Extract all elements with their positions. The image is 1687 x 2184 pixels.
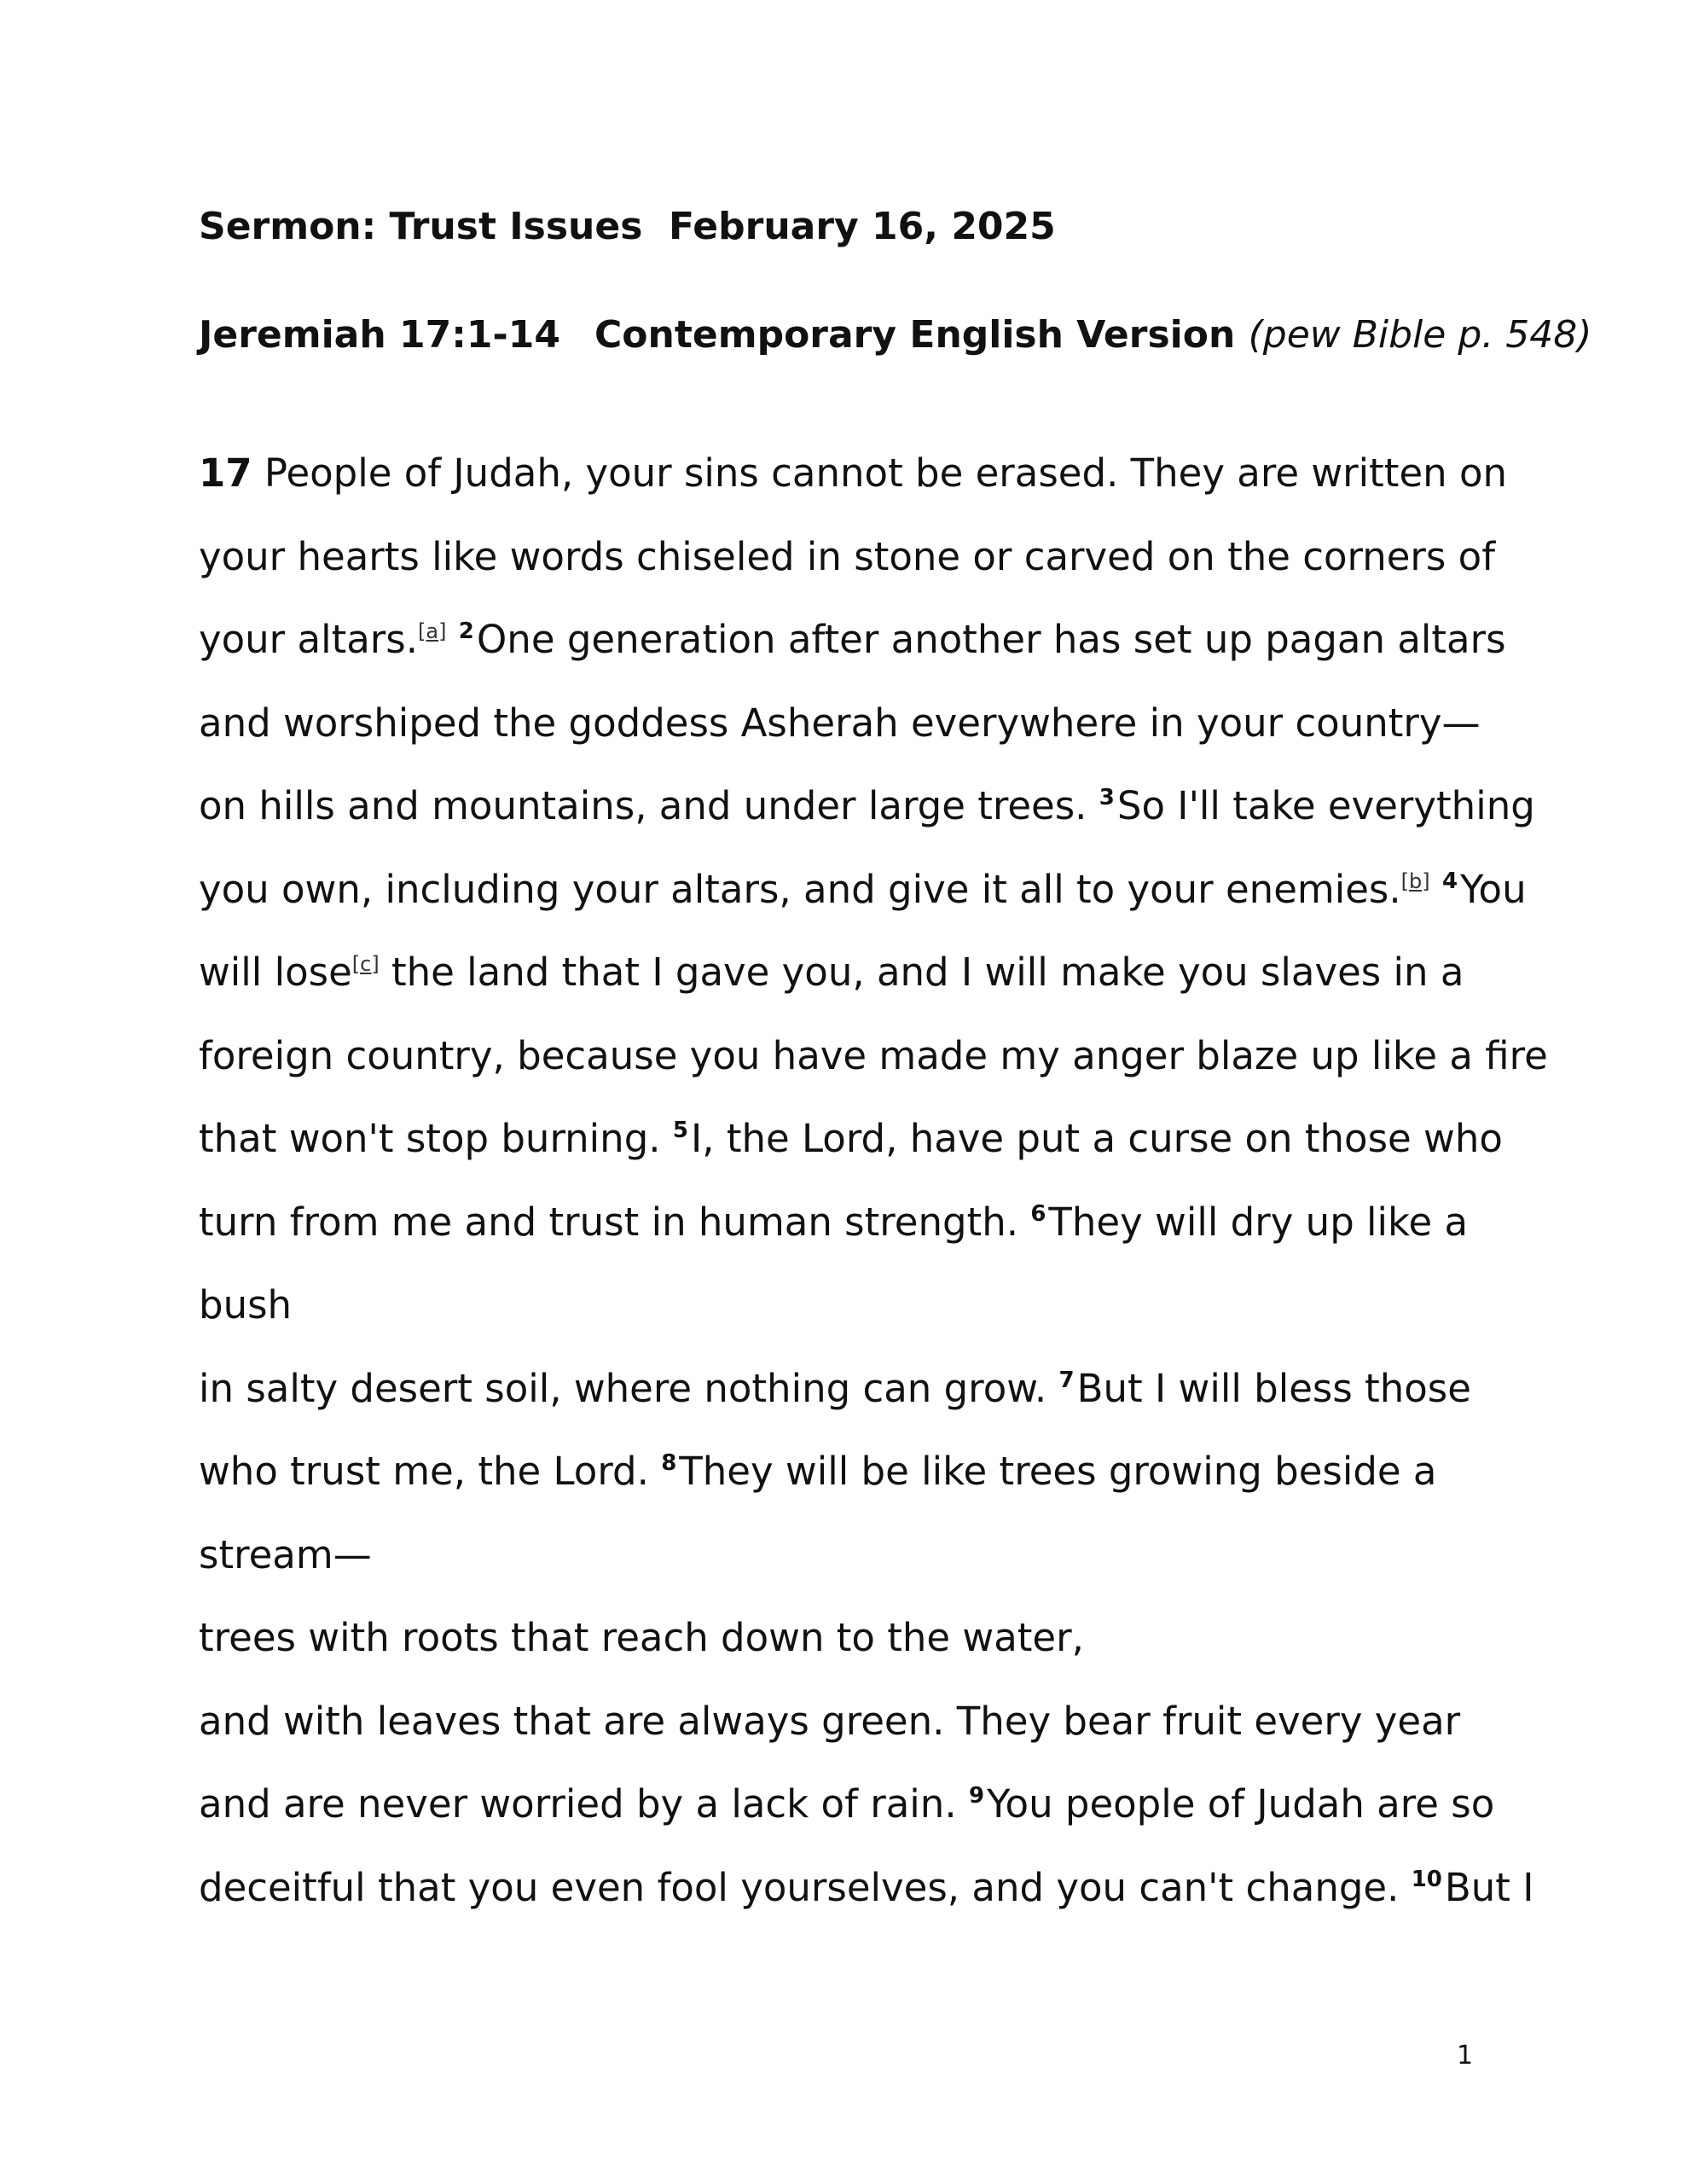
verse-number: 9 <box>968 1783 985 1809</box>
verse-text: trees with roots that reach down to the water, <box>199 1615 1084 1660</box>
page-number: 1 <box>1457 2041 1474 2071</box>
text-line <box>199 598 1529 682</box>
verse-text: But I will bless those <box>1076 1365 1471 1411</box>
text-line <box>199 1763 1529 1846</box>
text-line <box>199 1596 1529 1680</box>
verse-text: in salty desert soil, where nothing can grow. <box>199 1365 1059 1411</box>
scripture-text <box>199 432 1548 1929</box>
verse-text: One generation after another has set up pagan altars <box>476 617 1506 662</box>
footnote-link[interactable]: [a] <box>418 619 447 643</box>
footnote-link[interactable]: [b] <box>1400 868 1430 893</box>
verse-text: People of Judah, your sins cannot be erased. They are written on <box>252 450 1508 496</box>
text-line <box>199 1263 1529 1347</box>
footnote-link[interactable]: [c] <box>351 952 380 976</box>
verse-text: deceitful that you even fool yourselves, and you can't change. <box>199 1864 1412 1910</box>
text-line <box>199 1680 1529 1763</box>
verse-text: turn from me and trust in human strength. <box>199 1199 1031 1245</box>
verse-text <box>446 617 458 662</box>
verse-text: your hearts like words chiseled in stone or carved on the corners of <box>199 533 1496 579</box>
text-line <box>199 1430 1529 1513</box>
chapter-number: 17 <box>199 450 252 496</box>
verse-number: 7 <box>1058 1367 1075 1393</box>
verse-text: I, the Lord, have put a curse on those who <box>690 1116 1503 1161</box>
text-line <box>199 1014 1548 1098</box>
version-line <box>594 313 1592 357</box>
verse-number: 4 <box>1441 868 1458 894</box>
verse-text: They will be like trees growing beside a <box>679 1449 1437 1494</box>
verse-text: You people of Judah are so <box>987 1781 1495 1827</box>
verse-text: you own, including your altars, and give it all to your enemies. <box>199 866 1401 912</box>
verse-number: 8 <box>661 1450 677 1476</box>
verse-text <box>1430 867 1442 912</box>
text-line <box>199 1347 1529 1431</box>
text-line <box>199 682 1529 765</box>
verse-text: and worshiped the goddess Asherah everywhere in your country— <box>199 700 1481 746</box>
verse-number: 2 <box>458 619 474 644</box>
scripture-reference: Jeremiah 17:1-14 <box>199 313 560 357</box>
verse-number: 6 <box>1030 1200 1046 1227</box>
verse-number: 10 <box>1411 1866 1442 1892</box>
verse-text: the land that I gave you, and I will make you slaves in a <box>379 950 1464 995</box>
verse-text: who trust me, the Lord. <box>199 1449 662 1494</box>
verse-text: foreign country, because you have made my anger blaze up like a fire <box>199 1032 1548 1078</box>
verse-text: But I <box>1444 1864 1534 1910</box>
text-line <box>199 931 1529 1014</box>
verse-number: 3 <box>1099 785 1115 810</box>
pew-bible-note: (pew Bible p. 548) <box>1248 313 1592 357</box>
text-line <box>199 1097 1529 1181</box>
verse-text: on hills and mountains, and under large trees. <box>199 783 1099 828</box>
scripture-heading <box>199 313 1592 357</box>
verse-text: They will dry up like a <box>1048 1199 1469 1245</box>
verse-text: your altars. <box>199 617 419 662</box>
verse-text: and are never worried by a lack of rain. <box>199 1781 969 1827</box>
verse-number: 5 <box>672 1118 688 1143</box>
verse-text: So I'll take everything <box>1116 783 1535 828</box>
text-line <box>199 1846 1534 1930</box>
text-line <box>199 764 1535 848</box>
verse-text: will lose <box>199 950 352 995</box>
verse-text: that won't stop burning. <box>199 1116 673 1161</box>
sermon-title: Sermon: Trust Issues February 16, 2025 <box>199 205 1056 248</box>
verse-text: stream— <box>199 1531 372 1577</box>
verse-text: bush <box>199 1282 293 1327</box>
bible-version: Contemporary English Version <box>594 313 1236 357</box>
verse-text: You <box>1460 866 1527 912</box>
text-line <box>199 1513 1529 1597</box>
text-line <box>199 432 1529 515</box>
text-line <box>199 848 1529 932</box>
text-line <box>199 515 1529 599</box>
text-line <box>199 1181 1529 1264</box>
verse-text: and with leaves that are always green. They bear fruit every year <box>199 1698 1461 1744</box>
